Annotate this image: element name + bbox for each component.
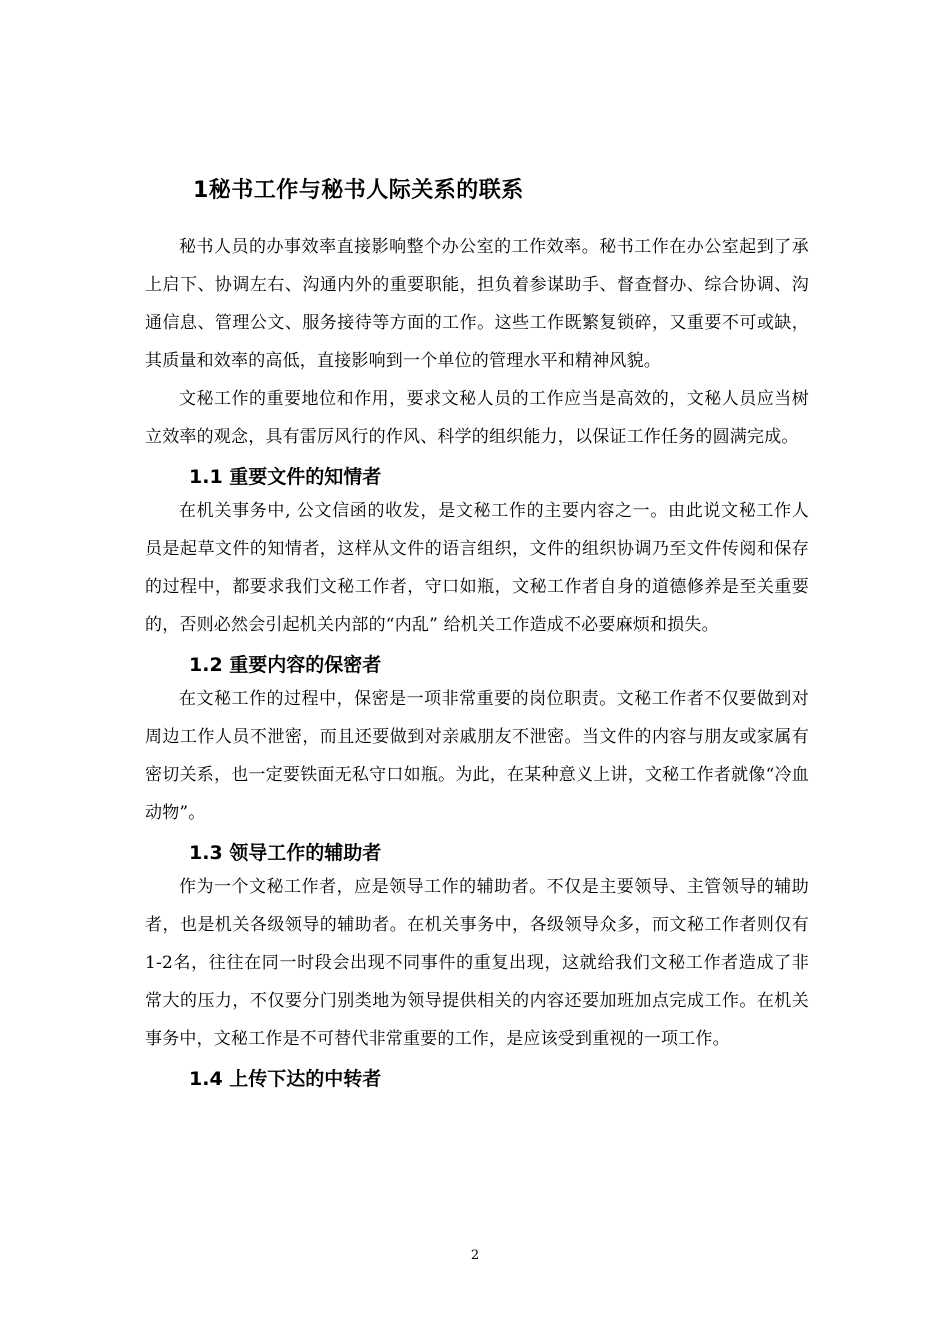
chapter-title: 1秘书工作与秘书人际关系的联系: [193, 178, 524, 203]
chapter-paragraph: 秘书人员的办事效率直接影响整个办公室的工作效率。秘书工作在办公室起到了承上启下、协调左右、沟通内外的重要职能，担负着参谋助手、督查督办、综合协调、沟通信息、管理公文、服务接待等方面的工作。这些工作既繁复锁碎，又重要不可或缺，其质量和效率的高低，直接影响到一个单位的管理水平和精神风貌。: [145, 237, 809, 371]
section-title: 1.2 重要内容的保密者: [189, 654, 382, 676]
section-title: 1.4 上传下达的中转者: [189, 1068, 382, 1090]
page-content: [145, 176, 809, 1094]
section-title: 1.3 领导工作的辅助者: [189, 842, 382, 864]
section-paragraph: 作为一个文秘工作者，应是领导工作的辅助者。不仅是主要领导、主管领导的辅助者，也是机关各级领导的辅助者。在机关事务中，各级领导众多，而文秘工作者则仅有1-2名，往往在同一时段会出现不同事件的重复出现，这就给我们文秘工作者造成了非常大的压力，不仅要分门别类地为领导提供相关的内容还要加班加点完成工作。在机关事务中，文秘工作是不可替代非常重要的工作，是应该受到重视的一项工作。: [145, 877, 809, 1049]
section-paragraph: 在机关事务中, 公文信函的收发，是文秘工作的主要内容之一。由此说文秘工作人员是起草文件的知情者，这样从文件的语言组织，文件的组织协调乃至文件传阅和保存的过程中，都要求我们文秘工作者，守口如瓶，文秘工作者自身的道德修养是至关重要的，否则必然会引起机关内部的“内乱” 给机关工作造成不必要麻烦和损失。: [145, 501, 809, 635]
section-paragraph: 在文秘工作的过程中，保密是一项非常重要的岗位职责。文秘工作者不仅要做到对周边工作人员不泄密，而且还要做到对亲戚朋友不泄密。当文件的内容与朋友或家属有密切关系，也一定要铁面无私守口如瓶。为此，在某种意义上讲，文秘工作者就像“冷血动物”。: [145, 689, 809, 823]
chapter-paragraph: 文秘工作的重要地位和作用，要求文秘人员的工作应当是高效的，文秘人员应当树立效率的观念，具有雷厉风行的作风、科学的组织能力，以保证工作任务的圆满完成。: [145, 389, 809, 447]
section-title: 1.1 重要文件的知情者: [189, 466, 382, 488]
page-number: 2: [470, 1248, 480, 1263]
